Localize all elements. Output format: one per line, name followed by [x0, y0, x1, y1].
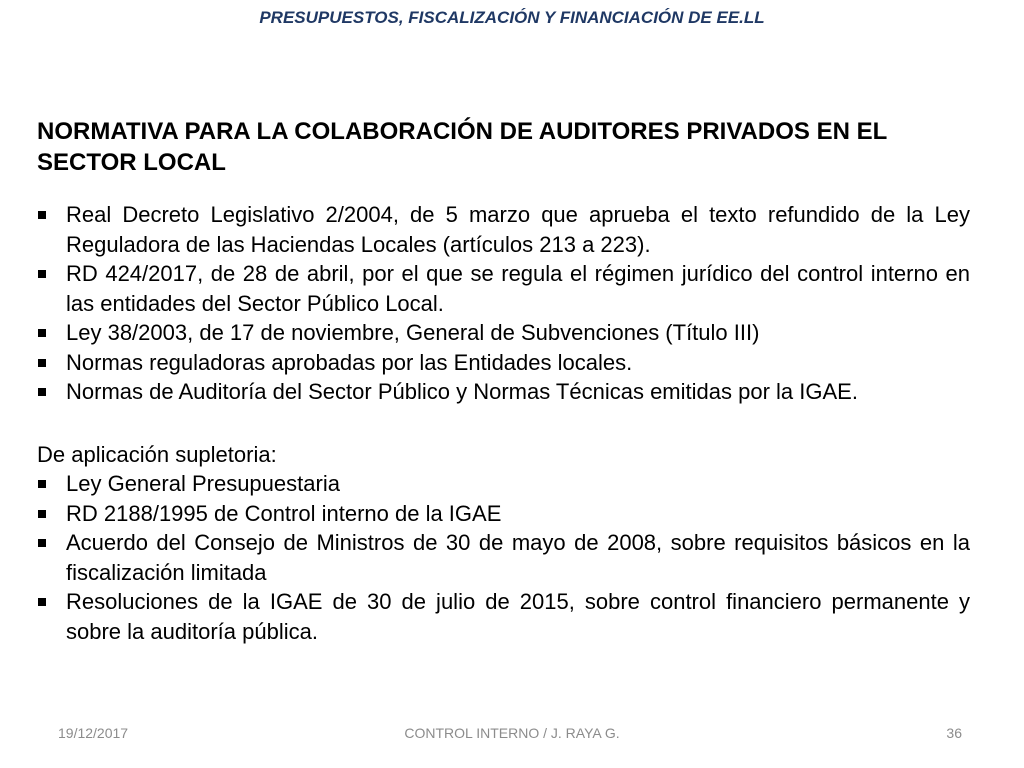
list-item: [37, 348, 970, 378]
supplementary-list: [37, 469, 970, 646]
square-bullet-icon: [38, 270, 46, 278]
list-item-text: Normas reguladoras aprobadas por las Entidades locales.: [66, 349, 633, 375]
square-bullet-icon: [38, 329, 46, 337]
square-bullet-icon: [38, 510, 46, 518]
list-item-text: Ley 38/2003, de 17 de noviembre, General de Subvenciones (Título III): [66, 320, 760, 345]
list-item: [37, 200, 970, 259]
regulation-list: [37, 200, 970, 407]
footer-author: CONTROL INTERNO / J. RAYA G.: [404, 725, 620, 741]
list-item: [37, 377, 970, 407]
list-item: [37, 499, 970, 529]
list-item-text: Ley General Presupuestaria: [66, 471, 340, 496]
square-bullet-icon: [38, 359, 46, 367]
header-title: PRESUPUESTOS, FISCALIZACIÓN Y FINANCIACIÓN DE EE.LL: [259, 8, 765, 27]
square-bullet-icon: [38, 388, 46, 396]
list-item: [37, 259, 970, 318]
page-number: 36: [946, 725, 962, 741]
list-item: [37, 528, 970, 587]
list-item-text: Real Decreto Legislativo 2/2004, de 5 marzo que aprueba el texto refundido de la Ley Reguladora de las Haciendas Locales (artículos 213 a 223).: [66, 202, 970, 257]
square-bullet-icon: [38, 539, 46, 547]
square-bullet-icon: [38, 211, 46, 219]
square-bullet-icon: [38, 598, 46, 606]
list-item-text: RD 424/2017, de 28 de abril, por el que se regula el régimen jurídico del control interno en las entidades del Sector Público Local.: [66, 261, 970, 316]
square-bullet-icon: [38, 480, 46, 488]
list-item-text: RD 2188/1995 de Control interno de la IGAE: [66, 500, 502, 526]
list-item: [37, 469, 970, 499]
slide-content: [37, 116, 970, 646]
list-item: [37, 587, 970, 646]
slide-heading: NORMATIVA PARA LA COLABORACIÓN DE AUDITORES PRIVADOS EN EL SECTOR LOCAL: [37, 118, 887, 176]
footer-date: 19/12/2017: [58, 725, 129, 741]
list-item-text: Resoluciones de la IGAE de 30 de julio de 2015, sobre control financiero permanente y sobre la auditoría pública.: [66, 589, 970, 644]
list-item-text: Normas de Auditoría del Sector Público y Normas Técnicas emitidas por la IGAE.: [66, 379, 858, 404]
list-item: [37, 318, 970, 348]
list-item-text: Acuerdo del Consejo de Ministros de 30 de mayo de 2008, sobre requisitos básicos en la fiscalización limitada: [66, 530, 970, 585]
supplementary-subtitle: De aplicación supletoria:: [37, 441, 277, 467]
